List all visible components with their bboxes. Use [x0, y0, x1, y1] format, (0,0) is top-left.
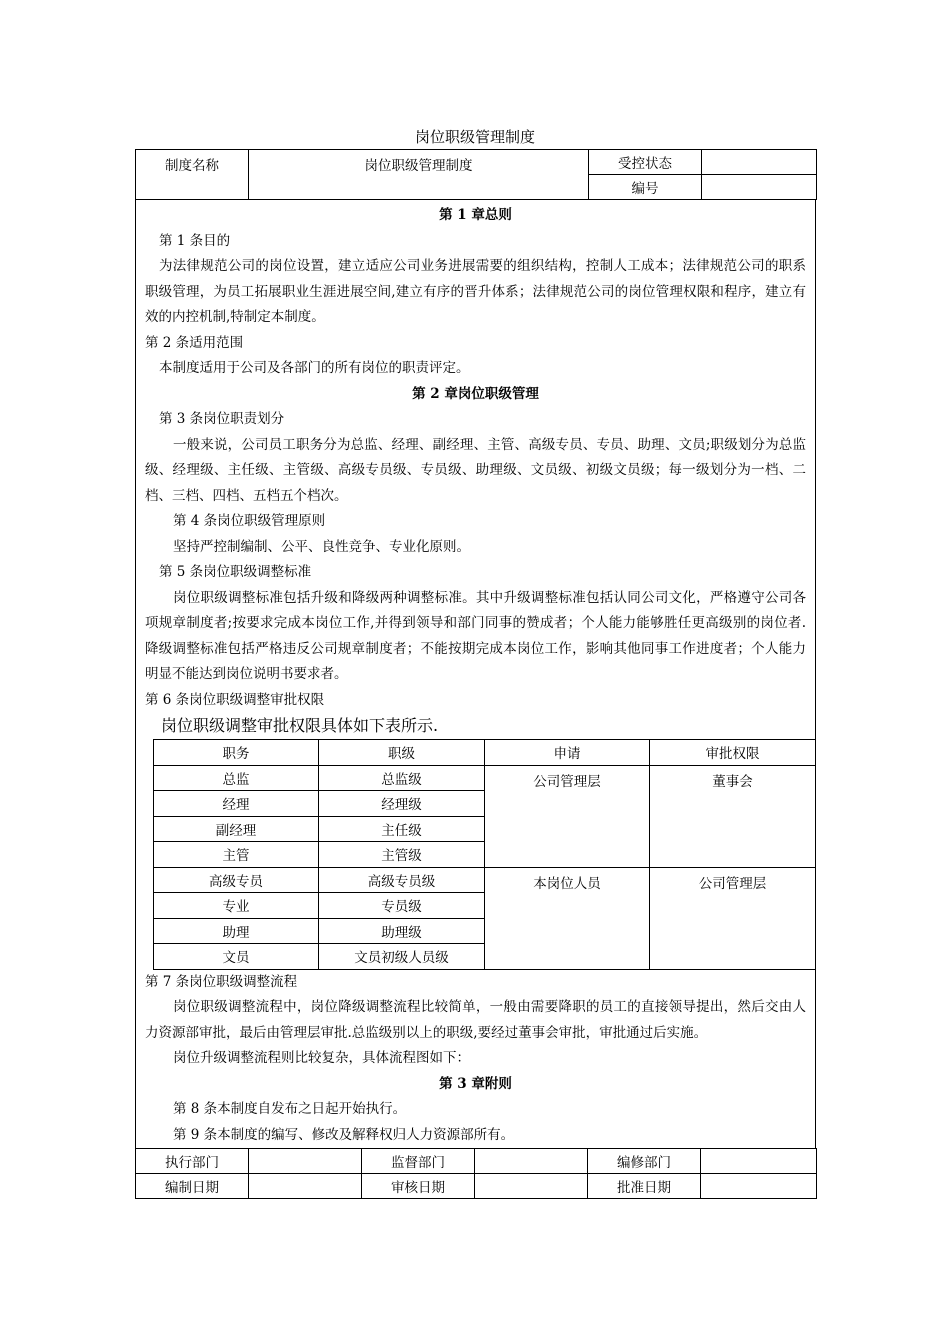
apply-cell: 本岗位人员	[485, 867, 650, 969]
policy-name-value: 岗位职级管理制度	[249, 150, 589, 200]
position-cell: 文员	[154, 944, 319, 970]
number-value	[702, 175, 817, 200]
edit-dept-value	[701, 1149, 817, 1174]
chapter-1-heading: 第 1 章总则	[439, 207, 512, 223]
position-cell: 专业	[154, 893, 319, 919]
column-header: 职级	[319, 740, 485, 766]
compile-date-label: 编制日期	[136, 1174, 249, 1199]
compile-date-value	[249, 1174, 362, 1199]
position-cell: 助理	[154, 918, 319, 944]
grade-cell: 助理级	[319, 918, 485, 944]
grade-cell: 总监级	[319, 765, 485, 791]
footer-table	[135, 1148, 817, 1199]
table-header-row	[154, 740, 816, 766]
exec-dept-label: 执行部门	[136, 1149, 249, 1174]
approve-cell: 公司管理层	[650, 867, 816, 969]
article-1-text: 为法律规范公司的岗位设置，建立适应公司业务进展需要的组织结构，控制人工成本；法律规范公司的职系职级管理，为员工拓展职业生涯进展空间,建立有序的晋升体系；法律规范公司的岗位管理权限和程序，建立有效的内控机制,特制定本制度。	[145, 258, 806, 325]
grade-cell: 主管级	[319, 842, 485, 868]
column-header: 申请	[485, 740, 650, 766]
article-7-text-2: 岗位升级调整流程则比较复杂，具体流程图如下：	[173, 1050, 470, 1066]
grade-cell: 经理级	[319, 791, 485, 817]
approval-authority-table	[153, 739, 816, 970]
article-1-title: 第 1 条目的	[159, 232, 231, 249]
document-frame	[135, 149, 816, 1199]
article-6-title: 第 6 条岗位职级调整审批权限	[145, 691, 325, 708]
supervise-dept-value	[475, 1149, 588, 1174]
column-header: 审批权限	[650, 740, 816, 766]
chapter-3-heading: 第 3 章附则	[439, 1075, 512, 1092]
article-8: 第 8 条本制度自发布之日起开始执行。	[173, 1101, 407, 1117]
article-5-text: 岗位职级调整标准包括升级和降级两种调整标准。其中升级调整标准包括认同公司文化，严格遵守公司各项规章制度者;按要求完成本岗位工作,并得到领导和部门同事的赞成者；个人能力能够胜任更高级别的岗位者.降级调整标准包括严格违反公司规章制度者；不能按期完成本岗位工作，影响其他同事工作进度者；个人能力明显不能达到岗位说明书要求者。	[145, 589, 806, 682]
policy-name-label: 制度名称	[136, 150, 249, 200]
article-4-text: 坚持严控制编制、公平、良性竞争、专业化原则。	[173, 538, 470, 555]
edit-dept-label: 编修部门	[588, 1149, 701, 1174]
table-row	[154, 765, 816, 791]
position-cell: 经理	[154, 791, 319, 817]
table-row	[154, 867, 816, 893]
control-status-label: 受控状态	[589, 150, 702, 175]
article-9: 第 9 条本制度的编写、修改及解释权归人力资源部所有。	[173, 1126, 515, 1143]
approve-cell: 董事会	[650, 765, 816, 867]
column-header: 职务	[154, 740, 319, 766]
review-date-label: 审核日期	[362, 1174, 475, 1199]
position-cell: 副经理	[154, 816, 319, 842]
article-3-text: 一般来说，公司员工职务分为总监、经理、副经理、主管、高级专员、专员、助理、文员;职级划分为总监级、经理级、主任级、主管级、高级专员级、专员级、助理级、文员级、初级文员级；每一级划分为一档、二档、三档、四档、五档五个档次。	[145, 436, 807, 504]
grade-cell: 专员级	[319, 893, 485, 919]
header-table	[135, 149, 817, 200]
apply-cell: 公司管理层	[485, 765, 650, 867]
position-cell: 高级专员	[154, 867, 319, 893]
approve-date-label: 批准日期	[588, 1174, 701, 1199]
position-cell: 总监	[154, 765, 319, 791]
article-7-text: 岗位职级调整流程中，岗位降级调整流程比较简单，一般由需要降职的员工的直接领导提出，然后交由人力资源部审批，最后由管理层审批.总监级别以上的职级,要经过董事会审批，审批通过后实施。	[145, 999, 806, 1041]
grade-cell: 高级专员级	[319, 867, 485, 893]
supervise-dept-label: 监督部门	[362, 1149, 475, 1174]
grade-cell: 主任级	[319, 816, 485, 842]
article-5-title: 第 5 条岗位职级调整标准	[159, 564, 312, 580]
chapter-2-heading: 第 2 章岗位职级管理	[412, 385, 539, 402]
article-6-text: 岗位职级调整审批权限具体如下表所示.	[161, 716, 439, 735]
review-date-value	[475, 1174, 588, 1199]
position-cell: 主管	[154, 842, 319, 868]
approve-date-value	[701, 1174, 817, 1199]
document-title: 岗位职级管理制度	[414, 128, 535, 146]
article-4-title: 第 4 条岗位职级管理原则	[173, 513, 326, 529]
article-3-title: 第 3 条岗位职责划分	[159, 411, 285, 427]
exec-dept-value	[249, 1149, 362, 1174]
article-2-title: 第 2 条适用范围	[145, 334, 244, 351]
grade-cell: 文员初级人员级	[319, 944, 485, 970]
article-2-text: 本制度适用于公司及各部门的所有岗位的职责评定。	[159, 360, 470, 376]
control-status-value	[702, 150, 817, 175]
document-body	[135, 200, 816, 1148]
article-7-title: 第 7 条岗位职级调整流程	[145, 973, 298, 990]
number-label: 编号	[589, 175, 702, 200]
